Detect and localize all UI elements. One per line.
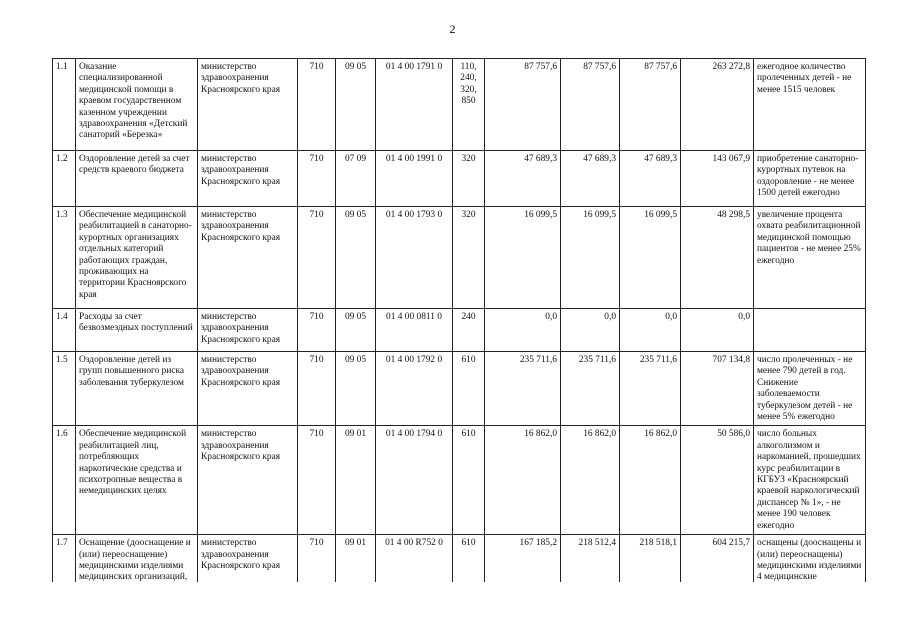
expected-result: увеличение процента охвата реабилитационной медицинской помощью пациентов - не менее 25% ежегодно <box>754 207 866 309</box>
ministry-name: министерство здравоохранения Красноярского края <box>198 309 298 352</box>
measure-name: Обеспечение медицинской реабилитацией в санаторно-курортных организациях отдельных категорий работающих граждан, проживающих на территории Красноярского края <box>76 207 198 309</box>
year1-value: 0,0 <box>485 309 561 352</box>
csr-code: 01 4 00 1791 0 <box>376 59 453 151</box>
row-number: 1.6 <box>53 426 76 535</box>
total-value: 263 272,8 <box>681 59 754 151</box>
grbs-code: 710 <box>298 309 336 352</box>
ministry-name: министерство здравоохранения Красноярского края <box>198 352 298 426</box>
ministry-name: министерство здравоохранения Красноярского края <box>198 426 298 535</box>
ministry-name: министерство здравоохранения Красноярского края <box>198 535 298 621</box>
year2-value: 16 099,5 <box>561 207 620 309</box>
row-number: 1.3 <box>53 207 76 309</box>
year2-value: 218 512,4 <box>561 535 620 621</box>
vr-code: 110, 240, 320, 850 <box>453 59 485 151</box>
year2-value: 0,0 <box>561 309 620 352</box>
expected-result <box>754 309 866 352</box>
total-value: 143 067,9 <box>681 151 754 207</box>
grbs-code: 710 <box>298 207 336 309</box>
measure-name: Оздоровление детей из групп повышенного риска заболевания туберкулезом <box>76 352 198 426</box>
year2-value: 47 689,3 <box>561 151 620 207</box>
csr-code: 01 4 00 R752 0 <box>376 535 453 621</box>
grbs-code: 710 <box>298 426 336 535</box>
csr-code: 01 4 00 1794 0 <box>376 426 453 535</box>
year2-value: 235 711,6 <box>561 352 620 426</box>
total-value: 50 586,0 <box>681 426 754 535</box>
expected-result: приобретение санаторно-курортных путевок на оздоровление - не менее 1500 детей ежегодно <box>754 151 866 207</box>
year2-value: 87 757,6 <box>561 59 620 151</box>
year3-value: 87 757,6 <box>620 59 681 151</box>
year3-value: 47 689,3 <box>620 151 681 207</box>
csr-code: 01 4 00 0811 0 <box>376 309 453 352</box>
measure-name: Расходы за счет безвозмездных поступлений <box>76 309 198 352</box>
rzpr-code: 09 01 <box>336 535 376 621</box>
row-number: 1.1 <box>53 59 76 151</box>
grbs-code: 710 <box>298 151 336 207</box>
ministry-name: министерство здравоохранения Красноярского края <box>198 59 298 151</box>
ministry-name: министерство здравоохранения Красноярского края <box>198 151 298 207</box>
vr-code: 320 <box>453 207 485 309</box>
expected-result: оснащены (дооснащены и (или) переоснащены) медицинскими изделиями 4 медицинские <box>754 535 866 621</box>
total-value: 0,0 <box>681 309 754 352</box>
rzpr-code: 07 09 <box>336 151 376 207</box>
table-row <box>53 151 866 207</box>
vr-code: 610 <box>453 352 485 426</box>
expected-result: число пролеченных - не менее 790 детей в год. Снижение заболеваемости туберкулезом детей - не менее 5% ежегодно <box>754 352 866 426</box>
csr-code: 01 4 00 1793 0 <box>376 207 453 309</box>
table-row <box>53 59 866 151</box>
rzpr-code: 09 05 <box>336 309 376 352</box>
year3-value: 218 518,1 <box>620 535 681 621</box>
row-number: 1.2 <box>53 151 76 207</box>
table-row <box>53 207 866 309</box>
ministry-name: министерство здравоохранения Красноярского края <box>198 207 298 309</box>
grbs-code: 710 <box>298 352 336 426</box>
total-value: 48 298,5 <box>681 207 754 309</box>
year3-value: 235 711,6 <box>620 352 681 426</box>
year1-value: 235 711,6 <box>485 352 561 426</box>
year3-value: 16 862,0 <box>620 426 681 535</box>
row-number: 1.5 <box>53 352 76 426</box>
year1-value: 87 757,6 <box>485 59 561 151</box>
grbs-code: 710 <box>298 535 336 621</box>
expected-result: число больных алкоголизмом и наркоманией, прошедших курс реабилитации в КГБУЗ «Красноярский краевой наркологический диспансер № 1», - не менее 190 человек ежегодно <box>754 426 866 535</box>
vr-code: 610 <box>453 426 485 535</box>
row-number: 1.7 <box>53 535 76 621</box>
expected-result: ежегодное количество пролеченных детей - не менее 1515 человек <box>754 59 866 151</box>
rzpr-code: 09 05 <box>336 59 376 151</box>
rzpr-code: 09 05 <box>336 207 376 309</box>
total-value: 707 134,8 <box>681 352 754 426</box>
measure-name: Оказание специализированной медицинской помощи в краевом государственном казенном учреждении здравоохранения «Детский санаторий «Березка» <box>76 59 198 151</box>
rzpr-code: 09 01 <box>336 426 376 535</box>
rzpr-code: 09 05 <box>336 352 376 426</box>
budget-table <box>52 58 866 621</box>
table-row <box>53 352 866 426</box>
table-row <box>53 426 866 535</box>
page-bottom-cut <box>0 582 905 633</box>
year2-value: 16 862,0 <box>561 426 620 535</box>
vr-code: 320 <box>453 151 485 207</box>
table-row <box>53 309 866 352</box>
grbs-code: 710 <box>298 59 336 151</box>
measure-name: Оздоровление детей за счет средств краевого бюджета <box>76 151 198 207</box>
measure-name: Оснащение (дооснащение и (или) переоснащение) медицинскими изделиями медицинских организаций, <box>76 535 198 621</box>
year1-value: 47 689,3 <box>485 151 561 207</box>
year3-value: 0,0 <box>620 309 681 352</box>
measure-name: Обеспечение медицинской реабилитацией лиц, потребляющих наркотические средства и психотропные вещества в немедицинских целях <box>76 426 198 535</box>
row-number: 1.4 <box>53 309 76 352</box>
year1-value: 167 185,2 <box>485 535 561 621</box>
vr-code: 610 <box>453 535 485 621</box>
year1-value: 16 099,5 <box>485 207 561 309</box>
total-value: 604 215,7 <box>681 535 754 621</box>
page-number: 2 <box>449 22 456 36</box>
csr-code: 01 4 00 1792 0 <box>376 352 453 426</box>
csr-code: 01 4 00 1991 0 <box>376 151 453 207</box>
year3-value: 16 099,5 <box>620 207 681 309</box>
year1-value: 16 862,0 <box>485 426 561 535</box>
vr-code: 240 <box>453 309 485 352</box>
